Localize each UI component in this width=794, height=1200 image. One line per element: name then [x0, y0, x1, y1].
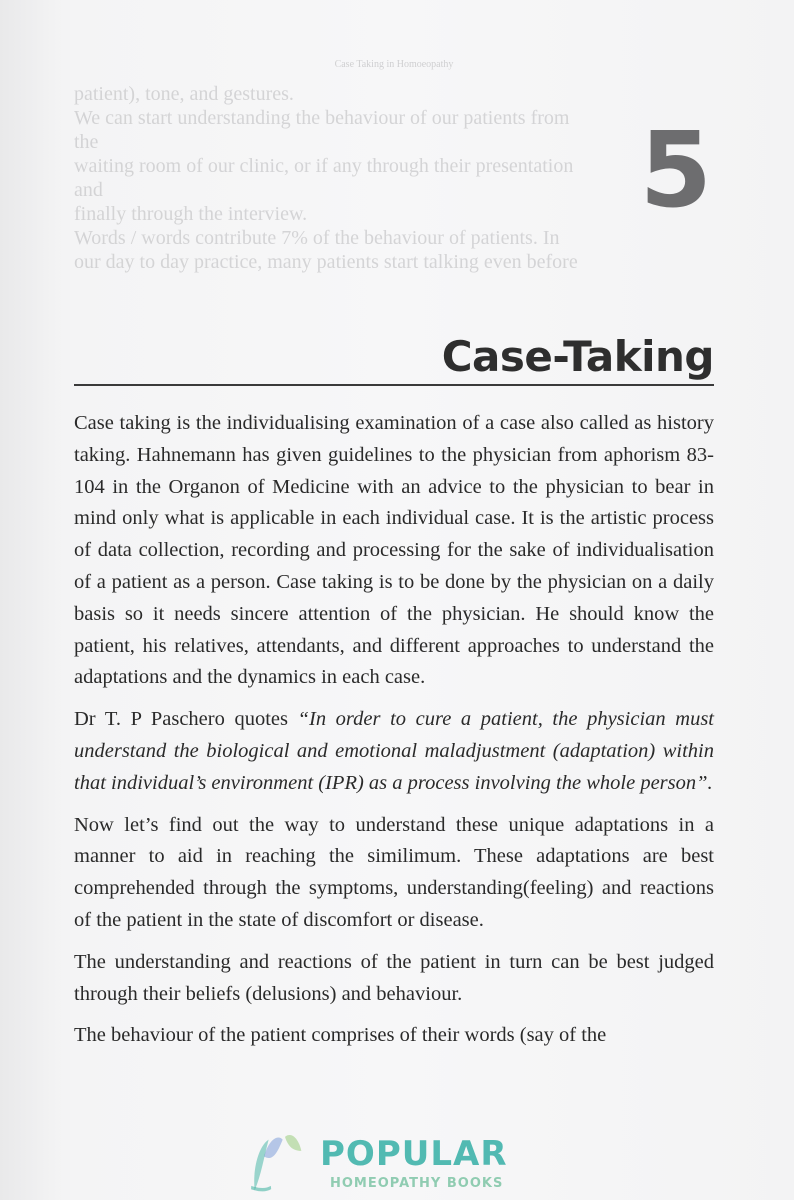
ghost-line: finally through the interview. — [74, 203, 308, 225]
chapter-number: 5 — [639, 109, 712, 231]
ghost-line: our day to day practice, many patients start talking even before — [74, 251, 578, 273]
leaf-icon — [250, 1134, 320, 1196]
paragraph: The understanding and reactions of the patient in turn can be best judged through their beliefs (delusions) and behaviour. — [74, 950, 714, 1005]
chapter-title: Case-Taking — [441, 332, 714, 381]
bleed-through-text — [74, 82, 584, 274]
ghost-line: waiting room of our clinic, or if any through their presentation and — [74, 155, 574, 201]
title-rule — [74, 384, 714, 386]
paragraph-quote — [74, 704, 714, 799]
quote-lead: Dr T. P Paschero quotes — [74, 708, 298, 731]
ghost-line: We can start understanding the behaviour of our patients from the — [74, 107, 570, 153]
body-text — [74, 408, 714, 1062]
ghost-line: patient), tone, and gestures. — [74, 83, 294, 105]
running-head: Case Taking in Homoeopathy — [334, 59, 454, 70]
paragraph: Case taking is the individualising examination of a case also called as history taking. Hahnemann has given guidelines to the physician from aphorism 83-104 in the Organon of Medicine with an advice to the physician to bear in mind only what is applicable in each individual case. It is the artistic process of data collection, recording and processing for the sake of individualisation of a patient as a person. Case taking is to be done by the physician on a daily basis so it needs sincere attention of the physician. He should know the patient, his relatives, attendants, and different approaches to understand the adaptations and the dynamics in each case. — [74, 412, 714, 689]
watermark-brand: POPULAR — [320, 1134, 508, 1174]
ghost-line: Words / words contribute 7% of the behaviour of patients. In — [74, 227, 560, 249]
paragraph: Now let’s find out the way to understand these unique adaptations in a manner to aid in reaching the similimum. These adaptations are best comprehended through the symptoms, understanding(feeling) and reactions of the patient in the state of discomfort or disease. — [74, 813, 714, 931]
quote-text: “In order to cure a patient, the physician must understand the biological and emotional maladjustment (adaptation) within that individual’s environment (IPR) as a process involving the whole person”. — [74, 708, 714, 794]
watermark-sub: HOMEOPATHY BOOKS — [330, 1176, 504, 1191]
watermark-logo — [250, 1134, 570, 1196]
paragraph: The behaviour of the patient comprises of their words (say of the — [74, 1024, 607, 1047]
